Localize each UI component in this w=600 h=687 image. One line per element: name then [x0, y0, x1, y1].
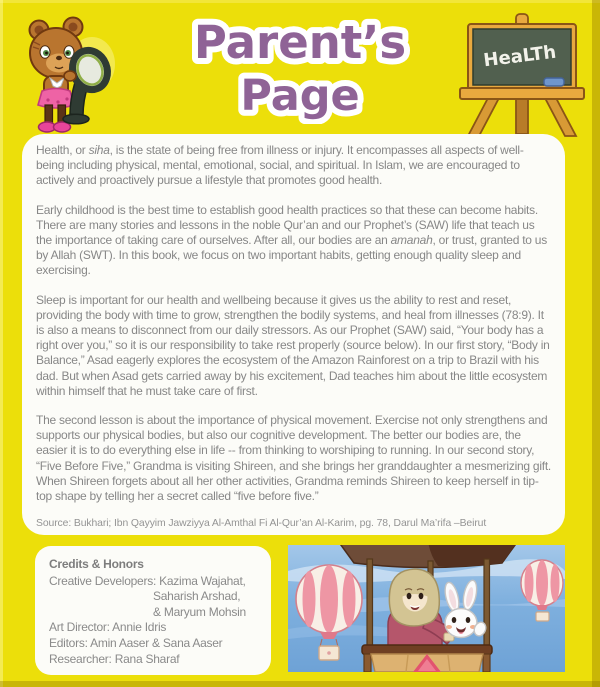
title-line-2: Page [240, 71, 360, 121]
credits-title: Credits & Honors [49, 557, 144, 571]
page-title [138, 6, 462, 124]
source-line: Source: Bukhari; Ibn Qayyim Jawziyya Al-Amthal Fi Al-Qur’an Al-Karim, pg. 78, Darul Ma’rifa –Beirut [36, 518, 487, 530]
main-text-panel [22, 134, 565, 535]
board-text: HeaLTh [482, 41, 558, 72]
credit-line: Researcher: Rana Sharaf [49, 651, 180, 666]
paragraph: The second lesson is about the importance of physical movement. Exercise not only strengthens and supports our physical bodies, but also our cognitive development. The better our bodies are, the easier it is to do everything else in life -- from thinking to worshiping to running. In our second story, “Five Before Five,” Grandma is visiting Shireen, and she brings her granddaughter a mesmerizing gift. When Shireen forgets about all her other activities, Grandma reminds Shireen to keep herself in tip-top shape by telling her a secret called “five before five.” [36, 413, 552, 504]
paragraph: Early childhood is the best time to establish good health practices so that these can become habits. There are many stories and lessons in the noble Qur’an and our Prophet’s (SAW) life that teach us the importance of taking care of ourselves. After all, our bodies are an amanah, or trust, granted to us by Allah (SWT). In this book, we focus on two important habits, getting enough quality sleep and exercising. [36, 202, 547, 278]
credit-line: Editors: Amin Aaser & Sana Aaser [49, 635, 223, 650]
credit-line: & Maryum Mohsin [153, 604, 246, 619]
paragraphs [36, 143, 551, 504]
credit-line: Saharish Arshad, [153, 589, 241, 604]
paragraph: Sleep is important for our health and wellbeing because it gives us the ability to rest and reset, providing the body with time to grow, strengthen the bodily systems, and heal from illnesses (78:9). It is also a means to disconnect from our daily stressors. As our Prophet (SAW) said, “Your body has a right over you,” so it is our responsibility to take rest properly (source below). In our first story, “Body in Balance,” Asad eagerly explores the ecosystem of the Amazon Rainforest on a trip to Brazil with his dad. But when Asad gets carried away by his excitement, Dad teaches him about the little ecosystem within himself that he must take care of first. [36, 292, 550, 398]
credits-panel [35, 546, 271, 675]
credit-line: Creative Developers: Kazima Wajahat, [49, 573, 246, 588]
bear-mascot-icon [12, 12, 116, 136]
title-line-1: Parent’s [193, 16, 407, 69]
balloon-basket [362, 645, 492, 672]
balloon-illustration [288, 545, 565, 672]
chalkboard-icon [452, 12, 592, 138]
credit-lines [49, 574, 259, 668]
credit-line: Art Director: Annie Idris [49, 620, 167, 635]
paragraph: Health, or siha, is the state of being free from illness or injury. It encompasses all aspects of well-being including physical, mental, emotional, social, and spiritual. In Islam, we are encouraged to actively and proactively pursue a lifestyle that promotes good health. [36, 143, 524, 188]
